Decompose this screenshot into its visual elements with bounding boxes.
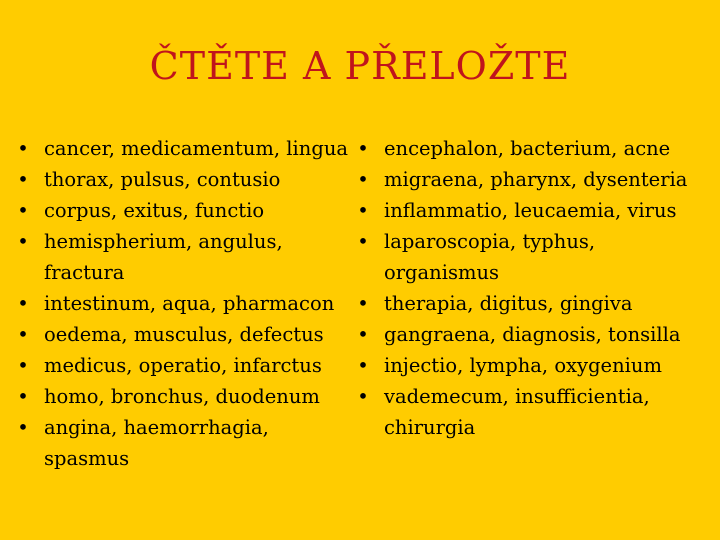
list-item <box>16 319 361 350</box>
list-item-text: oedema, musculus, defectus <box>44 323 324 346</box>
list-item-text: thorax, pulsus, contusio <box>44 168 281 191</box>
list-item-text: therapia, digitus, gingiva <box>384 292 633 315</box>
bullet-icon: • <box>357 230 369 253</box>
bullet-icon: • <box>17 168 29 191</box>
list-item <box>356 381 684 443</box>
bullet-icon: • <box>357 354 369 377</box>
list-item-text: inflammatio, leucaemia, virus <box>384 199 677 222</box>
list-item-text: cancer, medicamentum, lingua <box>44 137 349 160</box>
bullet-icon: • <box>17 137 29 160</box>
list-item-text: gangraena, diagnosis, tonsilla <box>384 323 681 346</box>
bullet-icon: • <box>17 323 29 346</box>
list-item <box>356 226 644 288</box>
list-item <box>16 350 361 381</box>
list-item <box>16 381 361 412</box>
bullet-icon: • <box>357 199 369 222</box>
bullet-icon: • <box>357 292 369 315</box>
left-word-list <box>16 133 361 474</box>
list-item-text: hemispherium, angulus, fractura <box>44 230 283 284</box>
list-item-text: injectio, lympha, oxygenium <box>384 354 662 377</box>
list-item <box>16 164 361 195</box>
slide-title: ČTĚTE A PŘELOŽTE <box>149 44 571 88</box>
list-item <box>356 288 706 319</box>
list-item-text: migraena, pharynx, dysenteria <box>384 168 688 191</box>
list-item <box>356 133 706 164</box>
right-word-list <box>356 133 706 443</box>
list-item-text: vademecum, insufficientia, chirurgia <box>384 385 650 439</box>
list-item <box>356 164 706 195</box>
bullet-icon: • <box>357 323 369 346</box>
list-item <box>16 226 324 288</box>
list-item-text: encephalon, bacterium, acne <box>384 137 671 160</box>
list-item-text: laparoscopia, typhus, organismus <box>384 230 596 284</box>
bullet-icon: • <box>17 354 29 377</box>
list-item-text: medicus, operatio, infarctus <box>44 354 322 377</box>
bullet-icon: • <box>17 199 29 222</box>
bullet-icon: • <box>357 168 369 191</box>
bullet-icon: • <box>17 416 29 439</box>
bullet-icon: • <box>357 137 369 160</box>
list-item-text: angina, haemorrhagia, spasmus <box>44 416 269 470</box>
list-item <box>16 195 361 226</box>
list-item <box>356 195 706 226</box>
bullet-icon: • <box>17 292 29 315</box>
list-item <box>16 133 361 164</box>
bullet-icon: • <box>357 385 369 408</box>
bullet-icon: • <box>17 230 29 253</box>
bullet-icon: • <box>17 385 29 408</box>
list-item-text: corpus, exitus, functio <box>44 199 265 222</box>
list-item <box>356 350 706 381</box>
list-item <box>356 319 706 350</box>
list-item <box>16 412 324 474</box>
list-item-text: homo, bronchus, duodenum <box>44 385 320 408</box>
list-item <box>16 288 361 319</box>
list-item-text: intestinum, aqua, pharmacon <box>44 292 335 315</box>
